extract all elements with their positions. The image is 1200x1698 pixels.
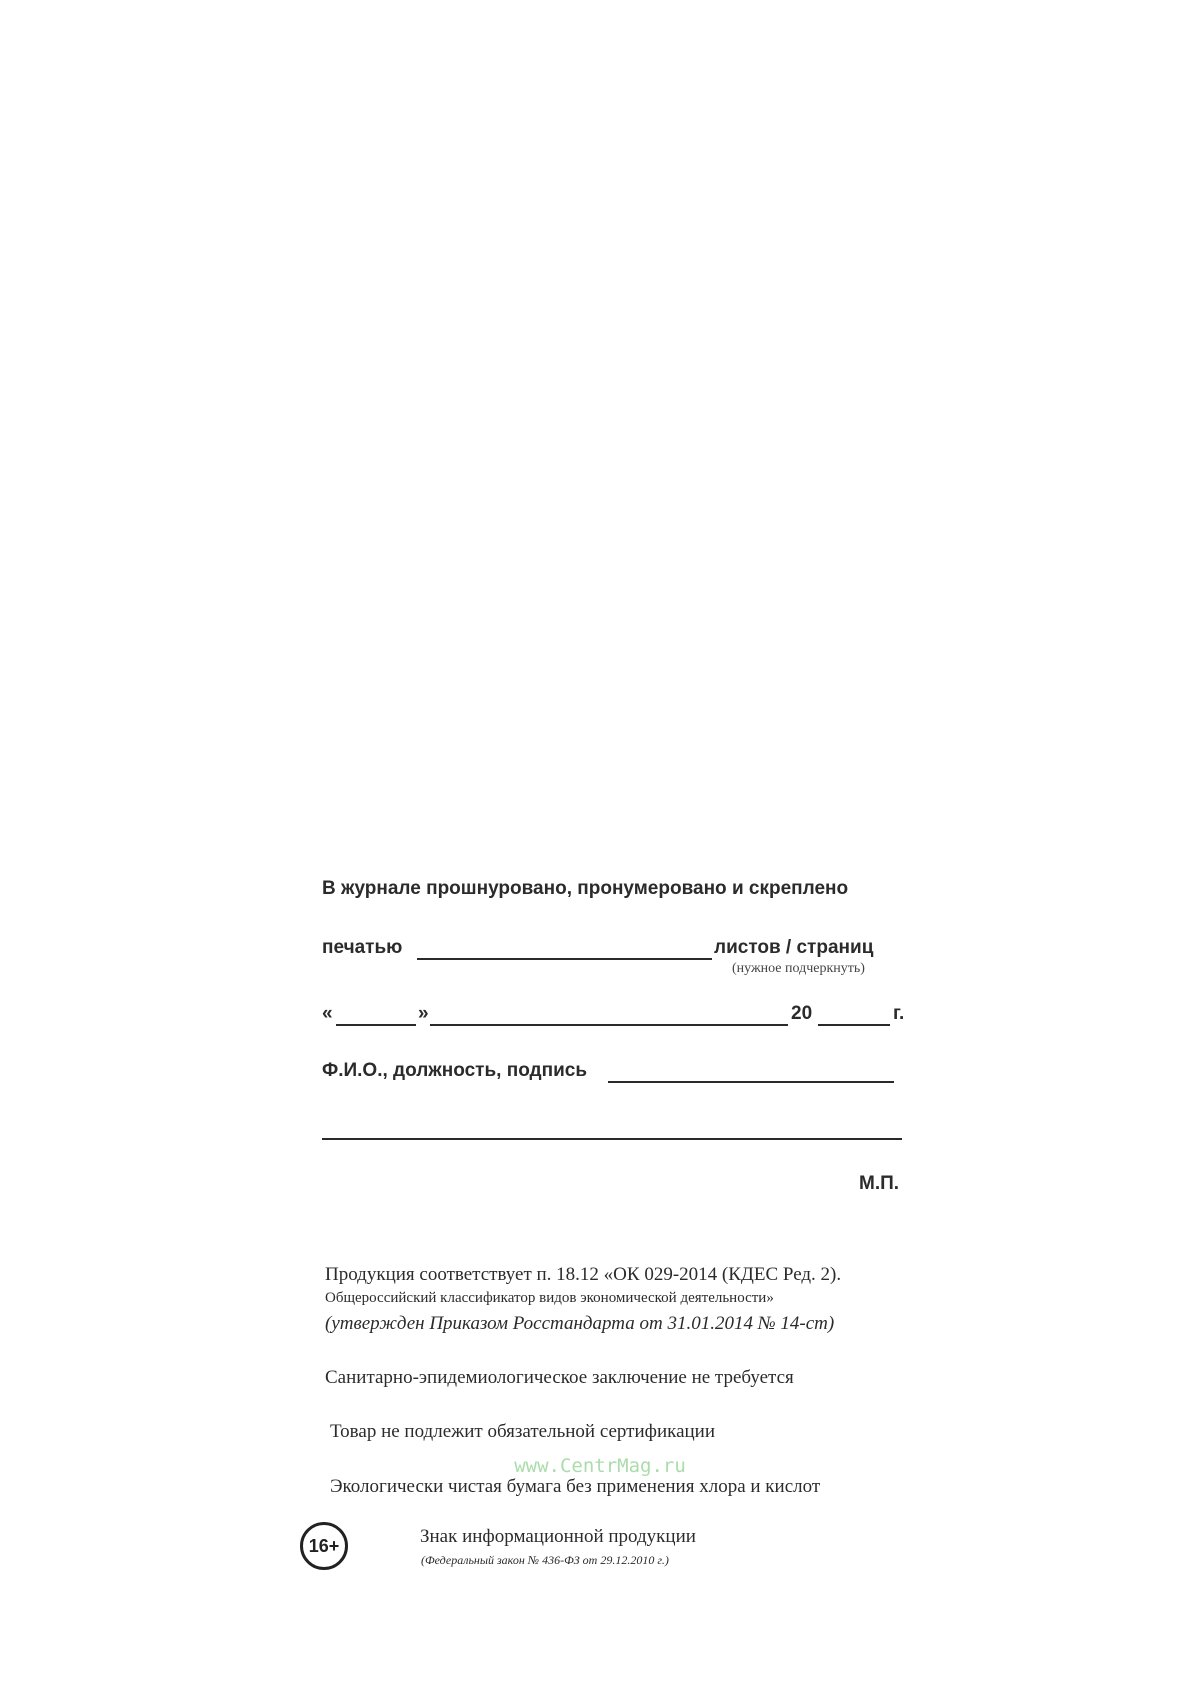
- nuzhnoe-note: (нужное подчеркнуть): [732, 961, 865, 976]
- year-line: [818, 1024, 890, 1026]
- listov-label: листов / страниц: [714, 937, 874, 958]
- legal-line-2: Общероссийский классификатор видов экономической деятельности»: [325, 1290, 774, 1306]
- year-suffix: г.: [893, 1003, 905, 1024]
- eco-text: Экологически чистая бумага без применения хлора и кислот: [330, 1476, 821, 1497]
- fio-line: [608, 1081, 894, 1083]
- law-ref-text: (Федеральный закон № 436-ФЗ от 29.12.2010 г.): [421, 1553, 669, 1567]
- mp-label: М.П.: [859, 1173, 900, 1194]
- month-line: [430, 1024, 788, 1026]
- sheets-count-line: [417, 958, 712, 960]
- sanitary-text: Санитарно-эпидемиологическое заключение не требуется: [325, 1367, 794, 1388]
- year-prefix: 20: [791, 1003, 813, 1024]
- cert-line-1: В журнале прошнуровано, пронумеровано и скреплено: [322, 878, 849, 899]
- watermark: www.CentrMag.ru: [514, 1455, 686, 1477]
- quote-open: «: [322, 1003, 333, 1024]
- info-sign-text: Знак информационной продукции: [420, 1526, 696, 1547]
- age-rating-16-icon: 16+: [300, 1522, 348, 1570]
- quote-close: »: [418, 1003, 429, 1024]
- legal-line-1: Продукция соответствует п. 18.12 «ОК 029-2014 (КДЕС Ред. 2).: [325, 1264, 842, 1285]
- signature-line: [322, 1138, 902, 1140]
- day-line: [336, 1024, 416, 1026]
- no-cert-text: Товар не подлежит обязательной сертификации: [330, 1421, 716, 1442]
- legal-line-3: (утвержден Приказом Росстандарта от 31.01.2014 № 14-ст): [325, 1313, 835, 1334]
- fio-label: Ф.И.О., должность, подпись: [322, 1060, 588, 1081]
- pechatyu-label: печатью: [322, 937, 403, 958]
